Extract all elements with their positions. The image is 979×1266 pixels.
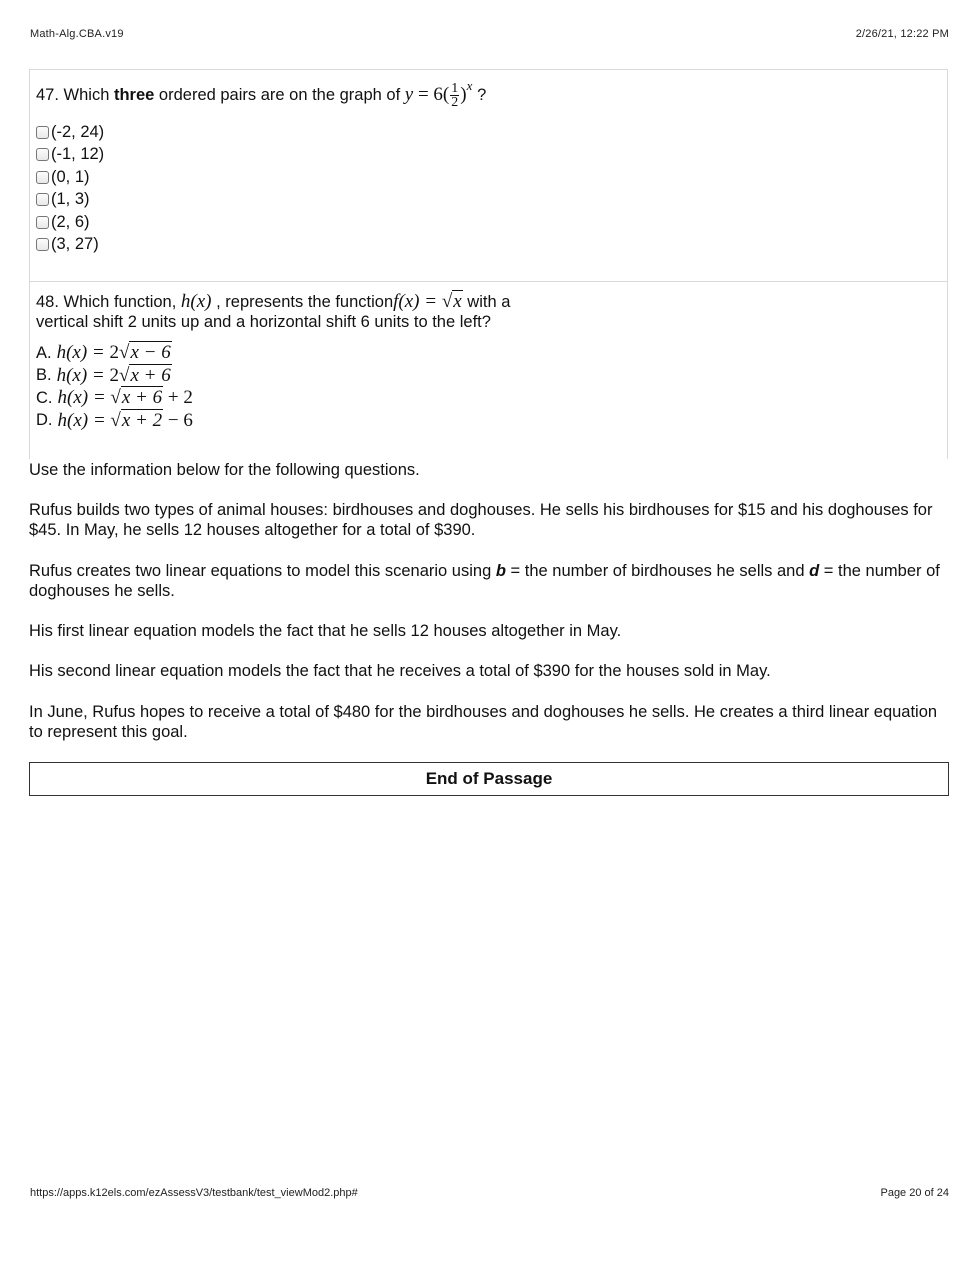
q47-fraction: $\frac{1}{2}$ — [451, 81, 459, 111]
q47-prompt-pre: Which — [63, 86, 110, 104]
q47-option[interactable]: (1, 3) — [36, 189, 104, 212]
q47-option[interactable]: (2, 6) — [36, 211, 104, 234]
q47-option[interactable]: (0, 1) — [36, 166, 104, 189]
variable-b: b — [495, 562, 506, 580]
checkbox[interactable] — [36, 126, 49, 139]
q47-number: 47. — [36, 86, 59, 104]
header-title: Math-Alg.CBA.v19 — [30, 28, 124, 40]
q48-choices — [36, 342, 193, 432]
q48-hx: h(x) — [180, 291, 212, 312]
q47-prompt-bold: three — [113, 86, 155, 104]
checkbox[interactable] — [36, 171, 49, 184]
passage-p5: In June, Rufus hopes to receive a total of $480 for the birdhouses and doghouses he sells. He creates a third linear equation to represent this goal. — [29, 703, 938, 741]
q47-prompt-post: ordered pairs are on the graph of — [158, 86, 401, 104]
footer-page: Page 20 of 24 — [880, 1187, 949, 1199]
passage-intro: Use the information below for the following questions. — [29, 461, 420, 479]
checkbox[interactable] — [36, 148, 49, 161]
q48-prompt-line2: vertical shift 2 units up and a horizontal shift 6 units to the left? — [36, 313, 491, 331]
passage-p3: His first linear equation models the fact that he sells 12 houses altogether in May. — [29, 622, 622, 640]
variable-d: d — [809, 562, 820, 580]
checkbox[interactable] — [36, 193, 49, 206]
passage-p1: Rufus builds two types of animal houses: birdhouses and doghouses. He sells his birdhouses for $15 and his doghouses for $45. In May, he sells 12 houses altogether for a total of $390. — [29, 501, 933, 539]
header-datetime: 2/26/21, 12:22 PM — [855, 28, 949, 40]
passage-p4: His second linear equation models the fact that he receives a total of $390 for the houses sold in May. — [29, 662, 771, 680]
q47-options — [36, 121, 104, 256]
q48-prompt-line1: 48. Which function, h(x) , represents the functionf(x) = √x with a — [36, 291, 511, 312]
q48-fx: f(x) = √x — [393, 291, 462, 312]
q47-prompt — [36, 78, 486, 109]
q47-option[interactable]: (-2, 24) — [36, 121, 104, 144]
q48-choice-d[interactable]: D. h(x) = √x + 2 − 6 — [36, 409, 193, 431]
q48-choice-a[interactable]: A. h(x) = 2√x − 6 — [36, 342, 171, 364]
footer-url: https://apps.k12els.com/ezAssessV3/testbank/test_viewMod2.php# — [30, 1187, 358, 1199]
checkbox[interactable] — [36, 216, 49, 229]
question-48 — [29, 281, 948, 459]
q48-choice-c[interactable]: C. h(x) = √x + 6 + 2 — [36, 387, 193, 409]
question-47 — [29, 69, 948, 282]
passage-p2: Rufus creates two linear equations to model this scenario using b = the number of birdhouses he sells and d = the number of doghouses he sells. — [29, 562, 940, 600]
q47-option[interactable]: (3, 27) — [36, 234, 104, 257]
end-of-passage: End of Passage — [29, 762, 949, 796]
q48-choice-b[interactable]: B. h(x) = 2√x + 6 — [36, 364, 171, 386]
checkbox[interactable] — [36, 238, 49, 251]
q47-option[interactable]: (-1, 12) — [36, 144, 104, 167]
q47-question-mark: ? — [477, 86, 487, 104]
q47-equation: y = 6( $\frac{1}{2}$ )$^x$ — [404, 78, 473, 111]
